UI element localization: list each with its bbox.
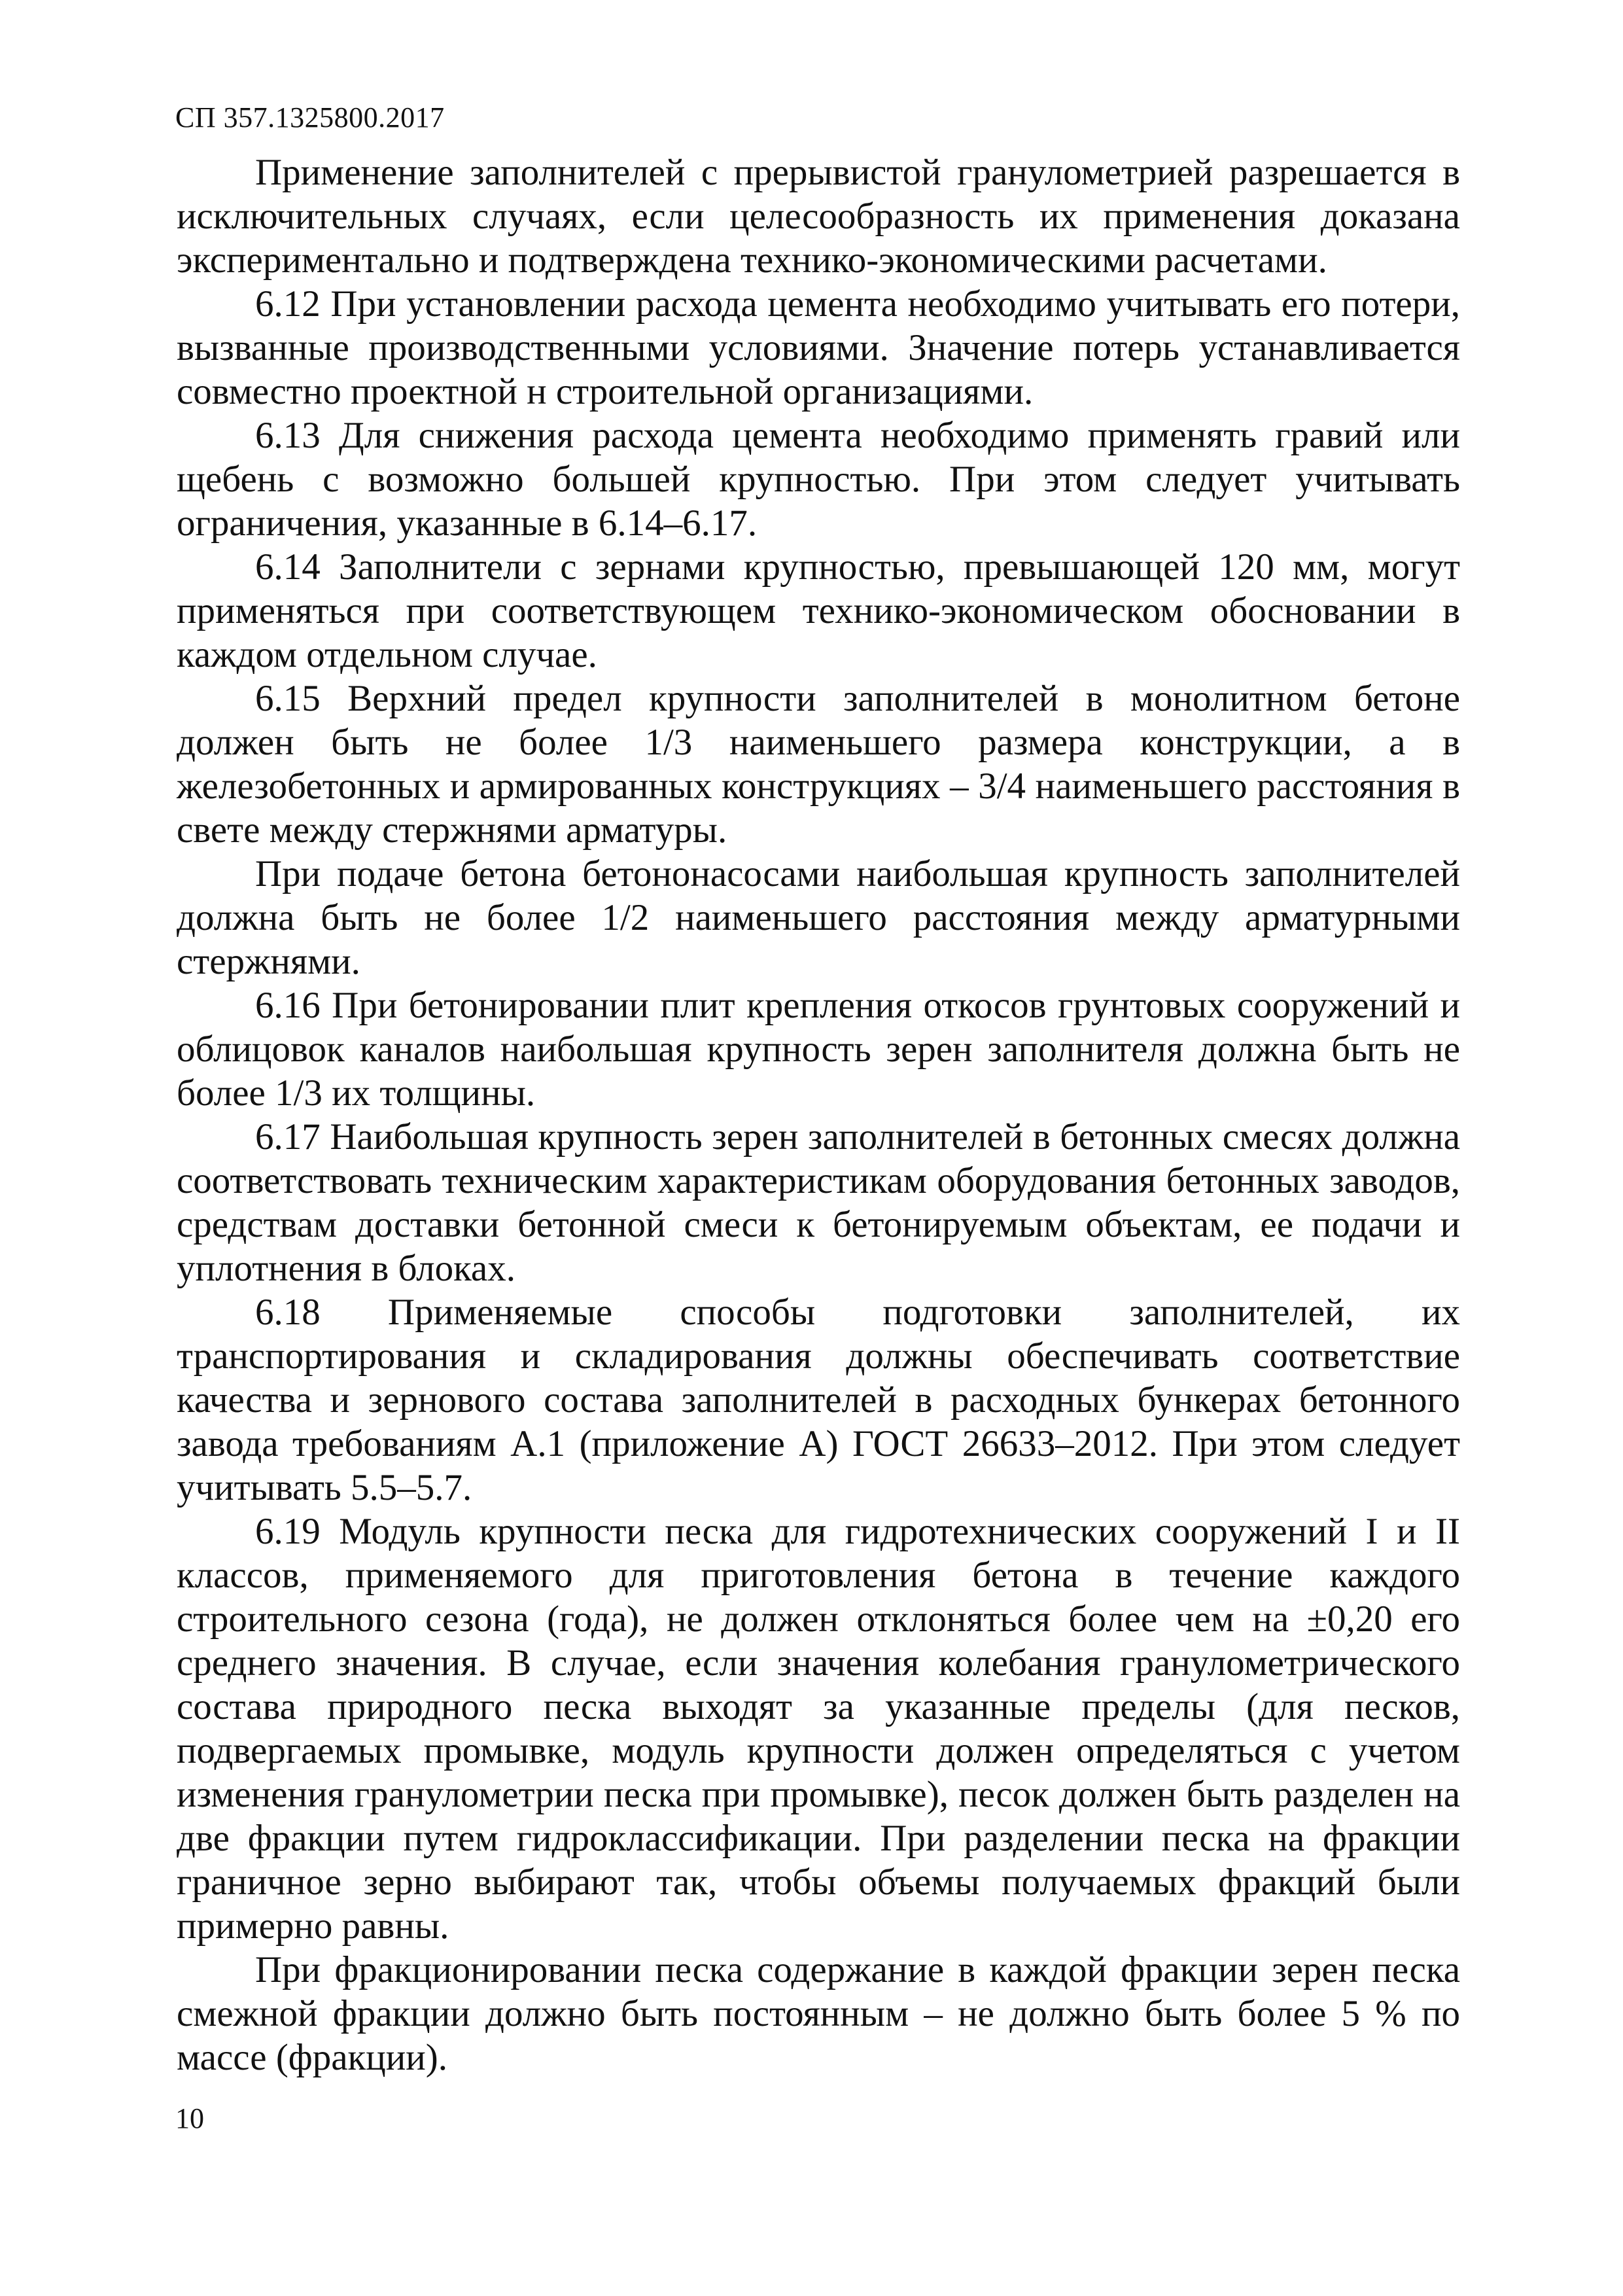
document-code-header: СП 357.1325800.2017 [175, 101, 445, 133]
paragraph-6-13: 6.13 Для снижения расхода цемента необходимо применять гравий или щебень с возможно большей крупностью. При этом следует учитывать ограничения, указанные в 6.14–6.17. [177, 415, 1460, 544]
paragraph-6-12: 6.12 При установлении расхода цемента необходимо учитывать его потери, вызванные производственными условиями. Значение потерь устанавливается совместно проектной н строительной организациями. [177, 283, 1460, 412]
paragraph-6-16: 6.16 При бетонировании плит крепления откосов грунтовых сооружений и облицовок каналов наибольшая крупность зерен заполнителя должна быть не более 1/3 их толщины. [177, 985, 1460, 1114]
paragraph-6-15: 6.15 Верхний предел крупности заполнителей в монолитном бетоне должен быть не более 1/3 наименьшего размера конструкции, а в железобетонных и армированных конструкциях – 3/4 наименьшего расстояния в свете между стержнями арматуры. [177, 678, 1460, 851]
paragraph-sand-fractionation: При фракционировании песка содержание в каждой фракции зерен песка смежной фракции должно быть постоянным – не должно быть более 5 % по массе (фракции). [177, 1949, 1460, 2078]
paragraph-concrete-pump: При подаче бетона бетононасосами наибольшая крупность заполнителей должна быть не более 1/2 наименьшего расстояния между арматурными стержнями. [177, 853, 1460, 982]
page-number: 10 [175, 2102, 204, 2134]
paragraph-6-17: 6.17 Наибольшая крупность зерен заполнителей в бетонных смесях должна соответствовать техническим характеристикам оборудования бетонных заводов, средствам доставки бетонной смеси к бетонируемым объектам, ее подачи и уплотнения в блоках. [177, 1116, 1460, 1289]
paragraph-aggregate-gradation: Применение заполнителей с прерывистой гранулометрией разрешается в исключительных случаях, если целесообразность их применения доказана экспериментально и подтверждена технико-экономическими расчетами. [177, 152, 1460, 281]
paragraph-6-19: 6.19 Модуль крупности песка для гидротехнических сооружений I и II классов, применяемого для приготовления бетона в течение каждого строительного сезона (года), не должен отклоняться более чем на ±0,20 его среднего значения. В случае, если значения колебания гранулометрического состава природного песка выходят за указанные пределы (для песков, подвергаемых промывке, модуль крупности должен определяться с учетом изменения гранулометрии песка при промывке), песок должен быть разделен на две фракции путем гидроклассификации. При разделении песка на фракции граничное зерно выбирают так, чтобы объемы получаемых фракций были примерно равны. [177, 1511, 1460, 1947]
paragraph-6-18: 6.18 Применяемые способы подготовки заполнителей, их транспортирования и складирования должны обеспечивать соответствие качества и зернового состава заполнителей в расходных бункерах бетонного завода требованиям А.1 (приложение А) ГОСТ 26633–2012. При этом следует учитывать 5.5–5.7. [177, 1292, 1460, 1508]
paragraph-6-14: 6.14 Заполнители с зернами крупностью, превышающей 120 мм, могут применяться при соответствующем технико-экономическом обосновании в каждом отдельном случае. [177, 546, 1460, 675]
document-body [177, 150, 1460, 2079]
